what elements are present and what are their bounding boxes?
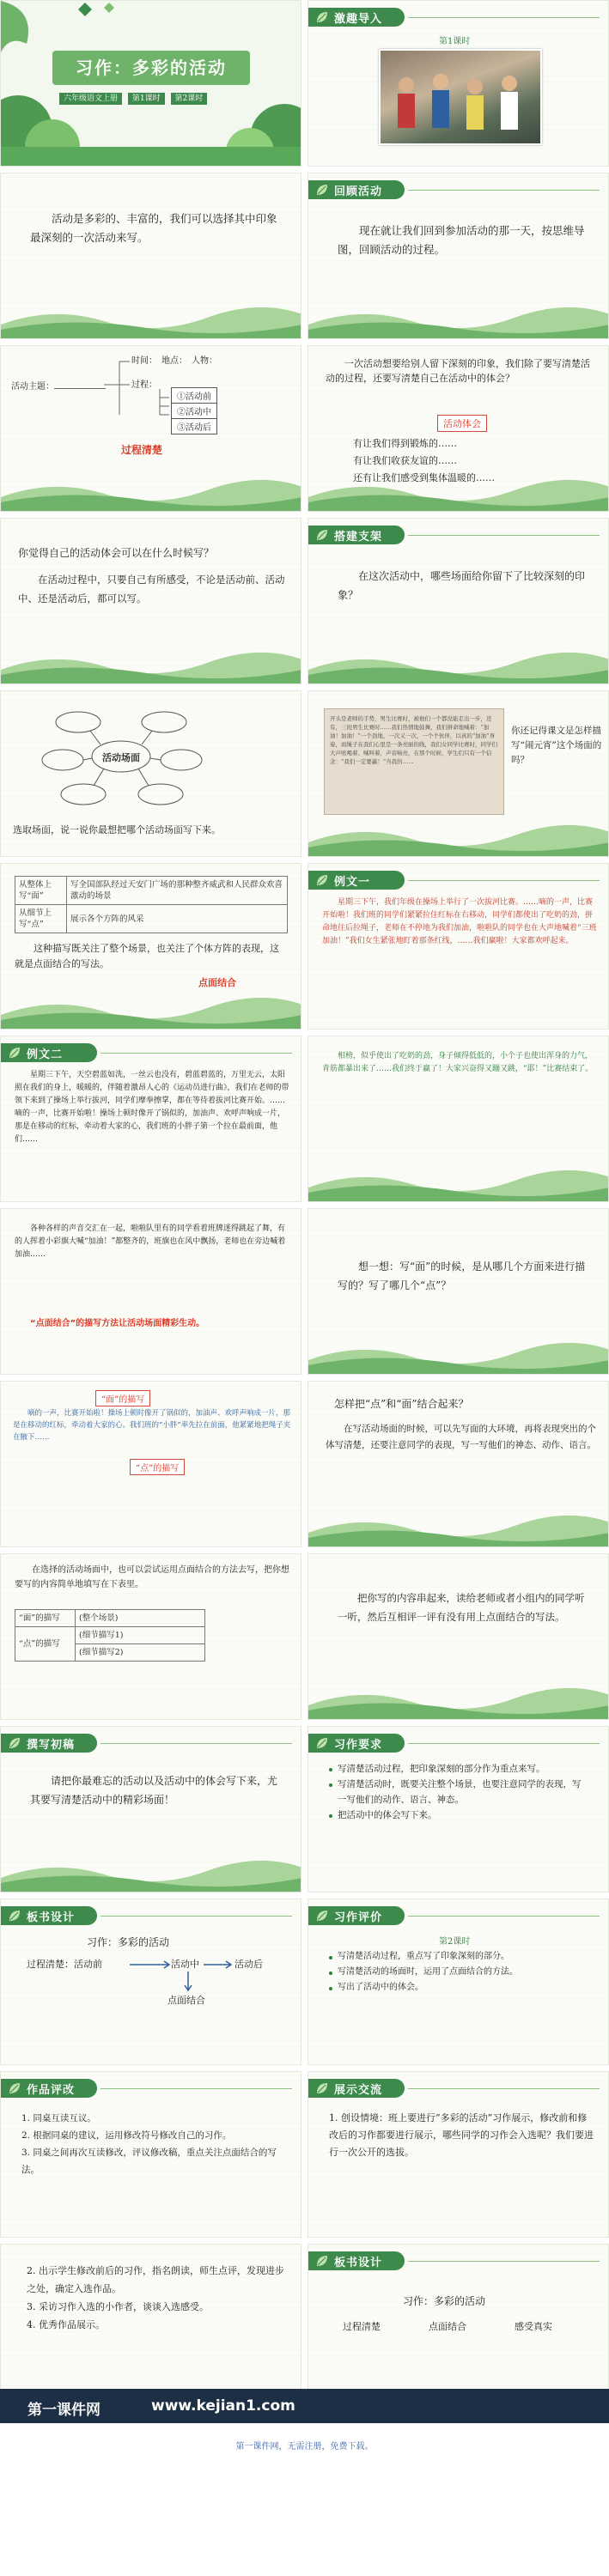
unit-pill: 第1课时 xyxy=(128,93,165,105)
hills-decoration xyxy=(1,299,301,338)
table-row xyxy=(15,1627,205,1644)
choose-text: 活动是多彩的、丰富的，我们可以选择其中印象最深刻的一次活动来写。 xyxy=(30,212,277,244)
slide-showcase-steps[interactable] xyxy=(0,2244,301,2410)
lesson-pill: 第2课时 xyxy=(171,93,208,105)
leaf-icon xyxy=(315,873,329,887)
table-cell: 从整体上写“面” xyxy=(15,877,67,905)
list-item: 写清楚活动过程，把印象深刻的部分作为重点来写。 xyxy=(329,1761,587,1777)
section-header xyxy=(308,1906,608,1925)
theme-label: 活动主题： xyxy=(11,382,54,392)
board-two-item-b: 点面结合 xyxy=(429,2321,466,2332)
table-cell[interactable]: (细节描写2) xyxy=(76,1644,205,1662)
slide-intro[interactable] xyxy=(308,0,609,167)
revise-list xyxy=(21,2110,288,2178)
leaf-icon xyxy=(315,10,329,24)
combine-answer: 在写活动场面的时候，可以先写面的大环境，再将表现突出的个体写清楚，还要注意同学的表现，写一写他们的神态、动作、语言。 xyxy=(326,1424,596,1450)
hills-decoration xyxy=(1,471,301,511)
leaf-icon xyxy=(315,1736,329,1750)
title-meta xyxy=(59,92,207,103)
section-title: 回顾活动 xyxy=(334,185,383,198)
combine-question: 怎样把“点”和“面”结合起来？ xyxy=(334,1398,469,1410)
summary-highlight: “点面结合”的描写方法让活动场面精彩生动。 xyxy=(30,1319,205,1328)
hills-decoration xyxy=(308,644,609,683)
board-mid: 活动中 xyxy=(171,1959,199,1970)
board-post: 活动后 xyxy=(234,1959,263,1970)
list-item: 2. 出示学生修改前后的习作，指名朗读，师生点评，发现进步之处，确定入选作品。 xyxy=(27,2265,284,2294)
feelings-badge: 活动体会 xyxy=(437,415,487,432)
section-title: 激趣导入 xyxy=(334,13,383,26)
mindmap-time: 时间： 地点： 人物： xyxy=(131,356,217,366)
list-item: 写清楚活动时，既要关注整个场景，也要注意同学的表现，写一写他们的动作、语言、神态。 xyxy=(329,1777,587,1807)
slide-requirements[interactable] xyxy=(308,1726,609,1893)
showcase-steps-list xyxy=(27,2262,284,2334)
slide-example-continue[interactable] xyxy=(308,1036,609,1202)
footer-note: 第一课件网，无需注册，免费下载。 xyxy=(235,2442,374,2451)
process-clear-tag: 过程清楚 xyxy=(121,444,163,456)
leaf-icon xyxy=(315,183,329,197)
section-title: 板书设计 xyxy=(334,2257,383,2269)
board-title: 习作：多彩的活动 xyxy=(87,1936,170,1948)
slide-scene-bubbles[interactable] xyxy=(0,690,301,857)
table-cell: “点”的描写 xyxy=(15,1627,76,1662)
requirements-list xyxy=(329,1761,587,1823)
section-title: 习作评价 xyxy=(334,1911,383,1924)
point-surface-highlight: 点面结合 xyxy=(198,977,236,988)
table-cell[interactable]: (整个场景) xyxy=(76,1610,205,1627)
board-two-item-c: 感受真实 xyxy=(515,2321,552,2332)
slide-choose-activity[interactable] xyxy=(0,173,301,339)
slide-title[interactable] xyxy=(0,0,301,167)
mindmap-after: ③活动后 xyxy=(171,418,217,434)
annotated-text: 嘀的一声，比赛开始啦！操场上顿时像开了锅似的，加油声、欢呼声响成一片，那是在移动的红标，牵动着大家的心。我们班的“小胖”率先拉在前面，他紧紧地把绳子夹在腋下…… xyxy=(13,1409,291,1442)
point-label: “点”的描写 xyxy=(130,1459,185,1475)
slide-feelings[interactable] xyxy=(308,345,609,512)
scaffold-text: 在这次活动中，哪些场面给你留下了比较深刻的印象？ xyxy=(338,570,586,601)
table-cell[interactable]: (细节描写1) xyxy=(76,1627,205,1644)
list-item: 把活动中的体会写下来。 xyxy=(329,1807,587,1823)
list-item: 写清楚活动的场面时，运用了点面结合的方法。 xyxy=(329,1965,595,1980)
section-title: 作品评改 xyxy=(27,2084,76,2097)
scene-prompt: 选取场面，说一说你最想把哪个活动场面写下来。 xyxy=(13,824,221,835)
section-header xyxy=(308,2251,608,2270)
slide-example-summary[interactable] xyxy=(0,1208,301,1375)
explain-text: 这种描写既关注了整个场景，也关注了个体方阵的表现，这就是点面结合的写法。 xyxy=(15,943,279,969)
feelings-line-1: 有让我们得到锻炼的…… xyxy=(353,438,457,449)
activity-photo xyxy=(379,49,542,145)
point-surface-table xyxy=(15,876,288,933)
table-row xyxy=(15,905,288,933)
leaf-icon xyxy=(8,1736,21,1750)
footer xyxy=(0,2389,609,2576)
footer-bar xyxy=(0,2389,609,2423)
slide-mindmap[interactable] xyxy=(0,345,301,512)
section-header xyxy=(308,871,608,890)
slide-example-two[interactable] xyxy=(0,1036,301,1202)
feelings-line-2: 有让我们收获友谊的…… xyxy=(353,455,457,466)
hills-decoration xyxy=(308,817,609,856)
board-arrows xyxy=(1,1899,301,2065)
leaf-icon xyxy=(8,2081,21,2095)
list-item: 1. 同桌互读互议。 xyxy=(21,2113,96,2123)
slide-when-feelings[interactable] xyxy=(0,518,301,684)
leaf-icon xyxy=(8,1046,21,1060)
section-title: 搭建支架 xyxy=(334,531,383,544)
table-row xyxy=(15,877,288,905)
bubble-center: 活动场面 xyxy=(102,752,140,763)
textbook-excerpt: 开头是老师的手势，男生比赛时，被他们一个都没能走出一步，还有，三班男生比赛时……我们热情地鼓舞，我们拼命地喊着：“加油！加油！”一个劲地，一次又一次，一个个伙伴，以真的“加油”身姿，而绳子在我们心里是一条亮丽的线，我们女同学比赛时，同学们大声吆喝着、喊叫着，声音响亮，在那个时候，学生们只有一个信念：“我们一定要赢！”当我的…… xyxy=(324,708,504,815)
evaluation-lesson-label: 第2课时 xyxy=(439,1937,471,1947)
hills-decoration xyxy=(308,1334,609,1374)
footer-url[interactable]: www.kejian1.com xyxy=(151,2397,295,2415)
section-header xyxy=(308,8,608,27)
slide-draft[interactable] xyxy=(0,1726,301,1893)
slide-share[interactable] xyxy=(308,1553,609,1720)
draft-text: 请把你最难忘的活动以及活动中的体会写下来，尤其要写清楚活动中的精彩场面！ xyxy=(30,1775,278,1806)
share-text: 把你写的内容串起来，读给老师或者小组内的同学听一听，然后互相评一评有没有用上点面结合的写法。 xyxy=(338,1592,585,1623)
table-row xyxy=(15,1610,205,1627)
when-question: 你觉得自己的活动体会可以在什么时候写？ xyxy=(18,547,215,559)
slide-point-surface[interactable] xyxy=(0,863,301,1030)
list-item: 写出了活动中的体会。 xyxy=(329,1980,595,1996)
section-header xyxy=(308,526,608,544)
slide-think[interactable] xyxy=(308,1208,609,1375)
list-item: 4. 优秀作品展示。 xyxy=(27,2319,105,2330)
section-title: 例文一 xyxy=(334,876,371,889)
hills-decoration xyxy=(308,1162,609,1201)
mindmap-during: ②活动中 xyxy=(171,403,217,419)
hills-decoration xyxy=(308,471,609,511)
table-cell: 写全国部队经过天安门广场的那种整齐威武和人民群众欢喜激动的场景 xyxy=(67,877,288,905)
leaf-icon xyxy=(315,2254,329,2268)
fill-instruction: 在选择的活动场面中，也可以尝试运用点面结合的方法去写，把你想要写的内容简单地填写在下表里。 xyxy=(15,1565,289,1589)
hills-decoration xyxy=(1,644,301,683)
example-two-text: 星期三下午，天空碧蓝如洗，一丝云也没有，碧蓝碧蓝的，万里无云，太阳照在我们的身上，暖暖的，伴随着激昂人心的《运动员进行曲》，我们在老师的带领下来到了操场上举行拔河，同学们摩拳擦掌，都在等待着拔河比赛开始。……嘀的一声，比赛开始啦！操场上顿时像开了锅似的，加油声、欢呼声响成一片，那是在移动的红标，牵动着大家的心，我们班的小胖子第一个拉在最前面，他们…… xyxy=(15,1071,289,1144)
mindmap-before: ①活动前 xyxy=(171,387,217,404)
photo-people-icon xyxy=(381,51,540,143)
slide-revise[interactable] xyxy=(0,2071,301,2238)
list-item: 3. 采访习作入选的小作者，谈谈入选感受。 xyxy=(27,2301,209,2312)
hills-decoration xyxy=(308,299,609,338)
table-cell: 从细节上写“点” xyxy=(15,905,67,933)
hills-decoration xyxy=(1,1852,301,1892)
leaf-icon xyxy=(315,1909,329,1923)
board-center: 点面结合 xyxy=(167,1995,205,2006)
review-text: 现在就让我们回到参加活动的那一天，按思维导图，回顾活动的过程。 xyxy=(338,224,585,256)
section-header xyxy=(1,2079,301,2098)
title-banner xyxy=(52,51,250,85)
section-header xyxy=(308,180,608,199)
slide-board-one[interactable] xyxy=(0,1899,301,2065)
section-title: 展示交流 xyxy=(334,2084,383,2097)
example-continue-text: 相榜，似乎使出了吃奶的劲，身子倾得低低的，小个子也使出浑身的力气，青筋都暴出来了……我们终于赢了！大家兴奋得又蹦又跳，“耶！”比赛结束了。 xyxy=(322,1052,594,1073)
feelings-line-3: 还有让我们感受到集体温暖的…… xyxy=(353,472,495,483)
slide-board-two[interactable] xyxy=(308,2244,609,2410)
slide-annotated[interactable] xyxy=(0,1381,301,1547)
leaf-icon xyxy=(315,2081,329,2095)
grade-pill: 六年级语文上册 xyxy=(59,93,122,105)
slide-review[interactable] xyxy=(308,173,609,339)
hills-decoration xyxy=(308,1507,609,1546)
point-surface-text xyxy=(15,941,288,972)
slide-example-one[interactable] xyxy=(308,863,609,1030)
feelings-text: 一次活动想要给别人留下深刻的印象，我们除了要写清楚活动的过程，还要写清楚自己在活动中的体会？ xyxy=(326,358,590,384)
board-two-title: 习作：多彩的活动 xyxy=(403,2295,486,2307)
slide-textbook[interactable] xyxy=(308,690,609,857)
slide-combine[interactable] xyxy=(308,1381,609,1547)
list-item: 2. 根据同桌的建议，运用修改符号修改自己的习作。 xyxy=(21,2130,232,2141)
board-two-item-a: 过程清楚 xyxy=(343,2321,381,2332)
slide-showcase[interactable] xyxy=(308,2071,609,2238)
lesson-label: 第1课时 xyxy=(439,37,471,46)
section-header xyxy=(308,2079,608,2098)
slide-main-title: 习作：多彩的活动 xyxy=(76,58,227,78)
list-item: 3. 同桌之间再次互读修改，评议修改稿，重点关注点面结合的写法。 xyxy=(21,2148,277,2175)
think-question: 想一想：写“面”的时候，是从哪几个方面来进行描写的？写了哪几个“点”？ xyxy=(338,1261,586,1291)
slide-evaluation[interactable] xyxy=(308,1899,609,2065)
section-header xyxy=(1,1734,301,1753)
surface-label: “面”的描写 xyxy=(95,1390,150,1406)
section-title: 板书设计 xyxy=(27,1911,76,1924)
hills-decoration xyxy=(1,989,301,1029)
table-cell: “面”的描写 xyxy=(15,1610,76,1627)
evaluation-list xyxy=(329,1949,595,1996)
list-item: 写清楚活动过程，重点写了印象深刻的部分。 xyxy=(329,1949,595,1965)
mindmap-process: 过程： xyxy=(131,380,157,390)
section-title: 例文二 xyxy=(27,1048,64,1061)
showcase-text: 1. 创设情境：班上要进行“多彩的活动”习作展示，修改前和修改后的习作都要进行展示，哪些同学的习作会入选呢？我们要进行一次公开的选拔。 xyxy=(329,2112,594,2158)
when-answer: 在活动过程中，只要自己有所感受，不论是活动前、活动中、还是活动后，都可以写。 xyxy=(18,574,285,605)
slide-fill-table[interactable] xyxy=(0,1553,301,1720)
footer-brand[interactable]: 第一课件网 xyxy=(27,2402,100,2419)
section-title: 习作要求 xyxy=(334,1739,383,1752)
section-title: 撰写初稿 xyxy=(27,1739,76,1752)
hills-decoration xyxy=(308,1680,609,1719)
section-header xyxy=(1,1043,301,1062)
fill-table xyxy=(15,1609,205,1662)
example-summary-text: 各种各样的声音交汇在一起，啦啦队里有的同学看着班牌迷得跳起了舞，有的人挥着小彩旗大喊“加油！”都整齐的，班旗也在风中飘扬，老师也在旁边喊着加油…… xyxy=(15,1224,286,1259)
slide-scaffold[interactable] xyxy=(308,518,609,684)
table-cell: 展示各个方阵的风采 xyxy=(67,905,288,933)
example-one-text: 星期三下午，我们年级在操场上举行了一次拔河比赛。……嘀的一声，比赛开始啦！我们班的同学们紧紧拉住红标在右移动，同学们都使出了吃奶的劲，拼命地往后拉绳子，老师在不停地为我们加油，啦啦队的同学也在大声地喊着“三班加油！”我们女生紧张地盯着那条红线，……我们赢啦！大家都欢呼起来。 xyxy=(322,898,597,945)
board-process: 过程清楚：活动前 xyxy=(27,1959,102,1970)
section-header xyxy=(308,1734,608,1753)
leaf-icon xyxy=(315,528,329,542)
textbook-question: 你还记得课文是怎样描写“闹元宵”这个场面的吗？ xyxy=(511,726,602,765)
